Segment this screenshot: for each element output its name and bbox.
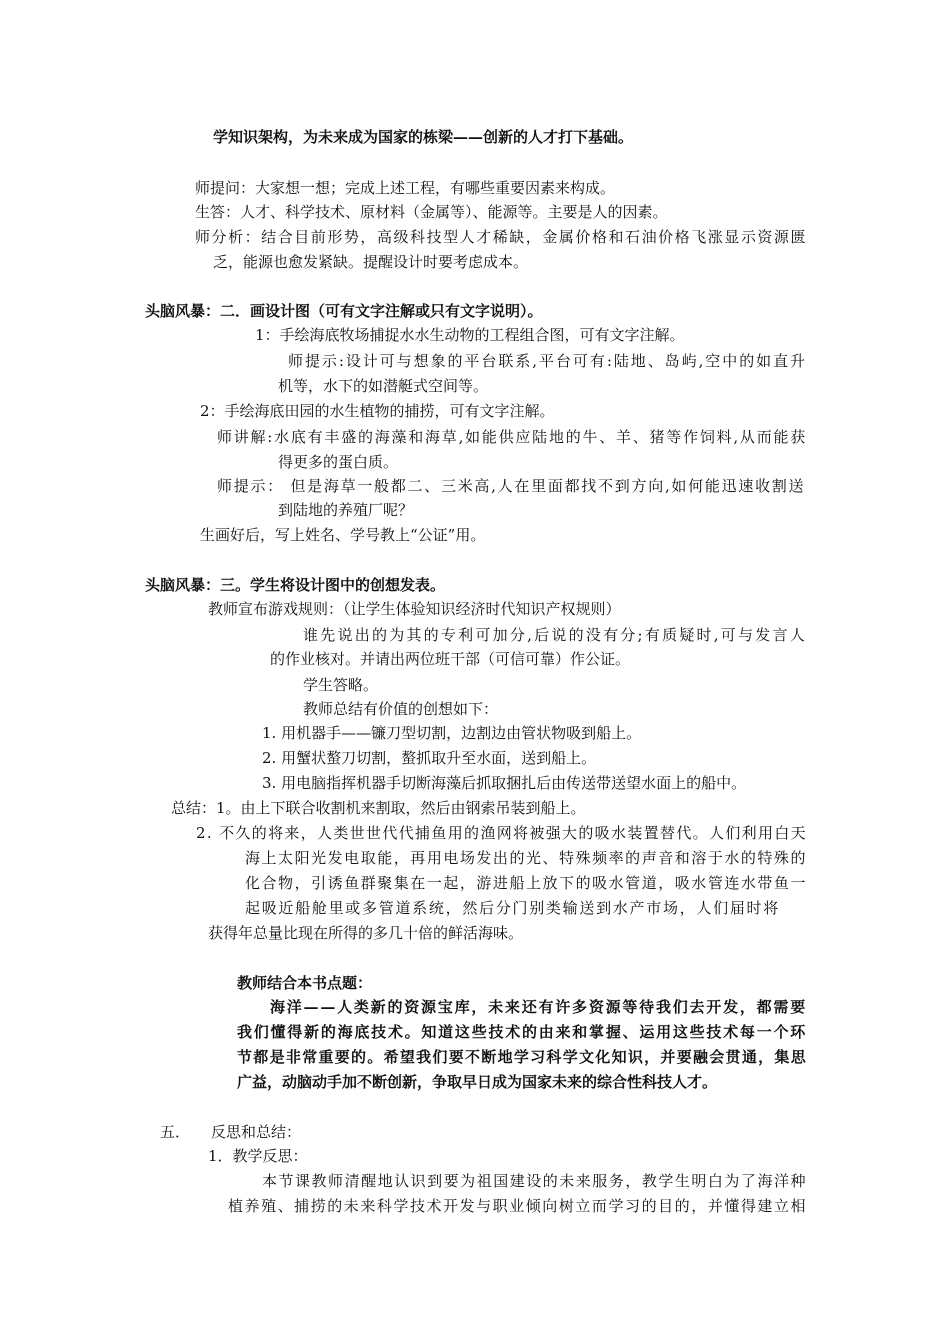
text-line: 师提问：大家想一想；完成上述工程，有哪些重要因素来构成。 — [195, 179, 616, 197]
text-line: 头脑风暴：三。学生将设计图中的创想发表。 — [145, 576, 446, 594]
text-line: 1．教学反思： — [208, 1147, 308, 1165]
text-line: 五． — [160, 1123, 191, 1141]
text-line: 总结：1。由上下联合收割机来割取，然后由钢索吊装到船上。 — [171, 799, 586, 817]
text-line: 化合物，引诱鱼群聚集在一起，游进船上放下的吸水管道，吸水管连水带鱼一 — [245, 874, 807, 892]
text-line: 起吸近船舱里或多管道系统，然后分门别类输送到水产市场，人们届时将 — [245, 899, 780, 917]
text-line: 机等，水下的如潜艇式空间等。 — [278, 377, 489, 395]
text-line: 节都是非常重要的。希望我们要不断地学习科学文化知识，并要融会贯通，集思 — [237, 1048, 807, 1066]
text-line: 的作业核对。并请出两位班干部（可信可靠）作公证。 — [270, 650, 631, 668]
text-line: 教师总结有价值的创想如下： — [303, 700, 499, 718]
text-line: 获得年总量比现在所得的多几十倍的鲜活海味。 — [208, 924, 524, 942]
text-line: 学知识架构，为未来成为国家的栋梁——创新的人才打下基础。 — [213, 128, 634, 146]
text-line: 2. 用蟹状螯刀切割，螯抓取升至水面，送到船上。 — [262, 749, 597, 767]
text-line: 生答：人才、科学技术、原材料（金属等）、能源等。主要是人的因素。 — [195, 203, 668, 221]
text-line: 2：手绘海底田园的水生植物的捕捞，可有文字注解。 — [200, 402, 555, 420]
text-line: 广益，动脑动手加不断创新，争取早日成为国家未来的综合性科技人才。 — [237, 1073, 718, 1091]
text-line: 谁先说出的为其的专利可加分,后说的没有分;有质疑时,可与发言人 — [303, 626, 807, 644]
text-line: 1：手绘海底牧场捕捉水水生动物的工程组合图，可有文字注解。 — [255, 326, 685, 344]
text-line: 教师宣布游戏规则：（让学生体验知识经济时代知识产权规则） — [208, 600, 621, 618]
text-line: 师讲解:水底有丰盛的海藻和海草,如能供应陆地的牛、羊、猪等作饲料,从而能获 — [217, 428, 807, 446]
text-line: 师提示:设计可与想象的平台联系,平台可有:陆地、岛屿,空中的如直升 — [288, 352, 807, 370]
text-line: 反思和总结： — [211, 1123, 302, 1141]
text-line: 植养殖、捕捞的未来科学技术开发与职业倾向树立而学习的目的，并懂得建立相 — [228, 1197, 807, 1215]
text-line: 到陆地的养殖厂呢？ — [278, 501, 414, 519]
text-line: 乏，能源也愈发紧缺。提醒设计时要考虑成本。 — [213, 253, 529, 271]
text-line: 得更多的蛋白质。 — [278, 453, 399, 471]
text-line: 学生答略。 — [303, 676, 379, 694]
text-line: 师提示： 但是海草一般都二、三米高,人在里面都找不到方向,如何能迅速收割送 — [217, 477, 806, 495]
text-line: 头脑风暴：二．画设计图（可有文字注解或只有文字说明）。 — [145, 302, 543, 320]
text-line: 海上太阳光发电取能，再用电场发出的光、特殊频率的声音和溶于水的特殊的 — [245, 849, 807, 867]
text-line: 生画好后，写上姓名、学号教上“公证”用。 — [200, 526, 486, 544]
text-line: 3. 用电脑指挥机器手切断海藻后抓取捆扎后由传送带送望水面上的船中。 — [262, 774, 747, 792]
text-line: 教师结合本书点题： — [237, 974, 373, 992]
text-line: 海洋——人类新的资源宝库，未来还有许多资源等待我们去开发，都需要 — [270, 998, 807, 1016]
text-line: 2. 不久的将来，人类世世代代捕鱼用的渔网将被强大的吸水装置替代。人们利用白天 — [196, 824, 807, 842]
text-line: 1. 用机器手——镰刀型切割，边割边由管状物吸到船上。 — [262, 724, 642, 742]
text-line: 师分析：结合目前形势，高级科技型人才稀缺，金属价格和石油价格飞涨显示资源匮 — [195, 228, 807, 246]
text-line: 我们懂得新的海底技术。知道这些技术的由来和掌握、运用这些技术每一个环 — [237, 1023, 807, 1041]
text-line: 本节课教师清醒地认识到要为祖国建设的未来服务，教学生明白为了海洋种 — [262, 1172, 807, 1190]
